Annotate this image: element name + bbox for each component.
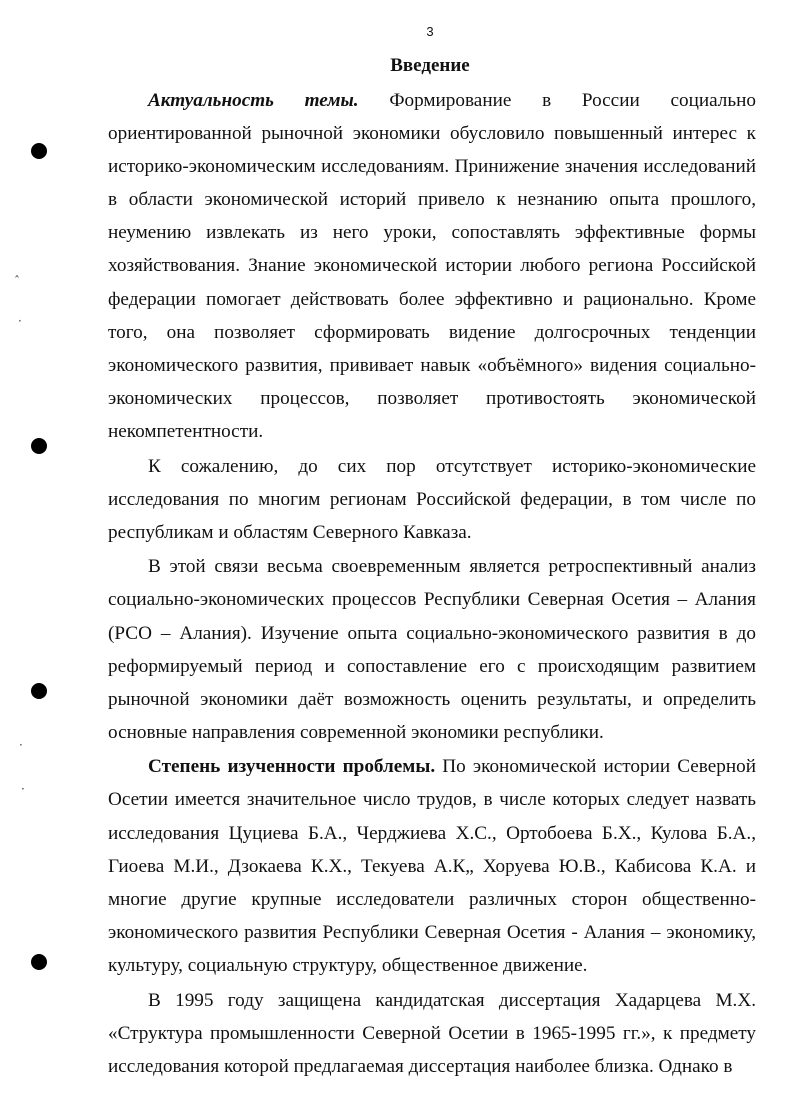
body-text [108,84,756,1084]
paragraph-1-text: Формирование в России социально ориентированной рыночной экономики обусловило повышенный интерес к историко-экономическим исследованиям. Принижение значения исследований в области экономической историй привело к незнанию опыта прошлого, неумению извлекать из него уроки, сопоставлять эффективные формы хозяйствования. Знание экономической истории любого региона Российской федерации помогает действовать более эффективно и рационально. Кроме того, она позволяет сформировать видение долгосрочных тенденции экономического развития, прививает навык «объёмного» видения социально-экономических процессов, позволяет противостоять экономической некомпетентности. [108,90,756,442]
scan-speck: · [19,738,23,752]
scan-speck: · [18,314,22,328]
paragraph-2: К сожалению, до сих пор отсутствует историко-экономические исследования по многим регионам Российской федерации, в том числе по республикам и областям Северного Кавказа. [108,455,756,543]
page-heading: Введение [390,55,470,76]
paragraph-4-text: По экономической истории Северной Осетии имеется значительное число трудов, в числе которых следует назвать исследования Цуциева Б.А., Черджиева Х.С., Ортобоева Б.Х., Кулова Б.А., Гиоева М.И., Дзокаева К.Х., Текуева А.К„ Хоруева Ю.В., Кабисова К.А. и многие другие крупные исследователи различных сторон общественно-экономического развития Республики Северная Осетия - Алания – экономику, культуру, социальную структуру, общественное движение. [108,756,756,976]
paragraph-4-lead: Степень изученности проблемы. [148,756,436,778]
binder-hole-mark [31,438,47,454]
paragraph-5: В 1995 году защищена кандидатская диссертация Хадарцева М.Х. «Структура промышленности Северной Осетии в 1965-1995 гг.», к предмету исследования которой предлагаемая диссертация наиболее близка. Однако в [108,989,756,1077]
scan-speck: · [21,782,25,796]
page-number: 3 [426,24,434,39]
binder-hole-mark [31,683,47,699]
paragraph-3: В этой связи весьма своевременным является ретроспективный анализ социально-экономических процессов Республики Северная Осетия – Алания (РСО – Алания). Изучение опыта социально-экономического развития в до реформируемый период и сопоставление его с происходящим развитием рыночной экономики даёт возможность оценить результаты, и определить основные направления современной экономики республики. [108,556,756,743]
scan-speck: ˆ [14,274,20,288]
paragraph-1 [108,84,756,448]
paragraph-1-lead: Актуальность темы. [148,90,359,111]
paragraph-4 [108,750,756,982]
binder-hole-mark [31,143,47,159]
binder-hole-mark [31,954,47,970]
